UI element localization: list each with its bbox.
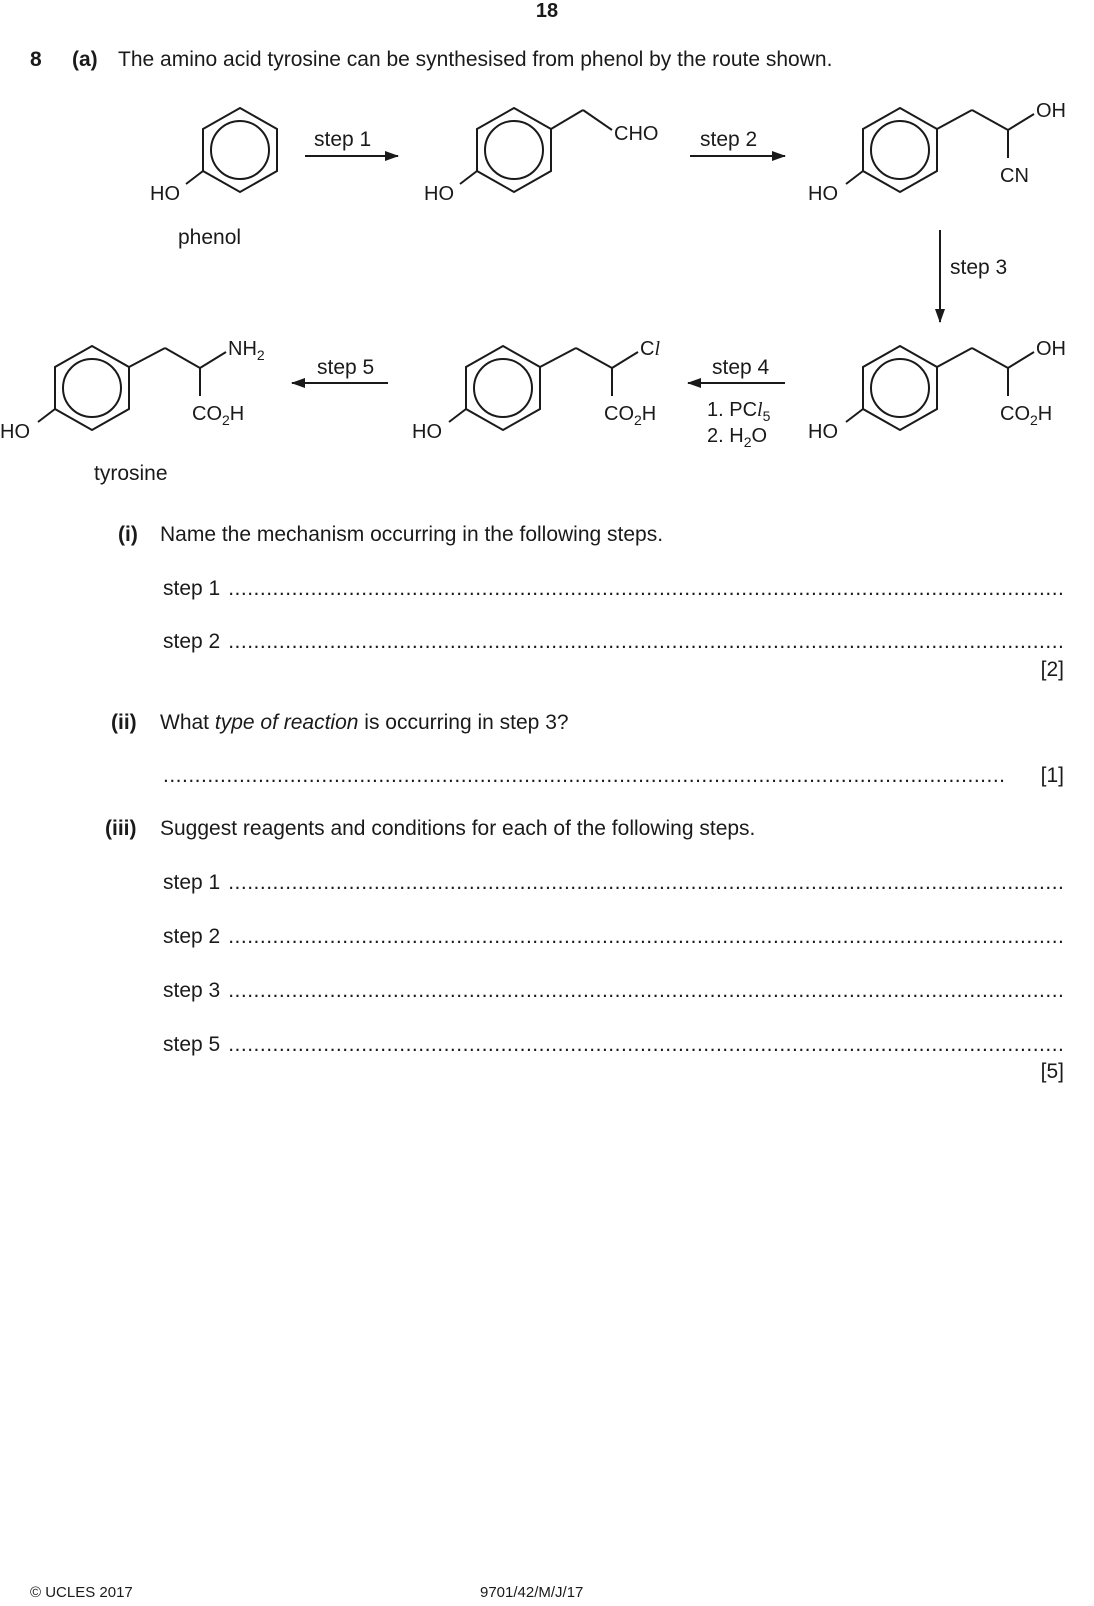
answer-line-ii[interactable] — [163, 764, 1005, 788]
answer-line-label: step 2 — [163, 925, 221, 948]
question-number: 8 — [30, 48, 42, 71]
marks-ii: [1] — [1040, 764, 1064, 787]
step4-reagent-1: 1. PCl$_5$ — [707, 399, 771, 424]
aldehyde-structure — [460, 108, 612, 192]
answer-line-iii-step3[interactable] — [163, 979, 1063, 1003]
footer-copyright: © UCLES 2017 — [30, 1584, 133, 1601]
phenol-ho-label: HO — [150, 183, 180, 205]
reaction-scheme — [0, 90, 1094, 500]
footer-code: 9701/42/M/J/17 — [480, 1584, 584, 1601]
tyrosine-co2h-label: $CO_2H$ — [192, 403, 245, 428]
step2-label: step 2 — [700, 128, 758, 151]
chloroacid-ho-label: HO — [412, 421, 442, 443]
marks-i: [2] — [1040, 658, 1064, 681]
step3-label: step 3 — [950, 256, 1008, 279]
tyrosine-ho-label: HO — [0, 421, 30, 443]
step4-reagent-2: 2. $H_2O$ — [707, 425, 768, 450]
part-iii-text: Suggest reagents and conditions for each of the following steps. — [160, 817, 756, 840]
part-ii-label: (ii) — [111, 711, 137, 734]
part-i-text: Name the mechanism occurring in the following steps. — [160, 523, 664, 546]
aldehyde-ho-label: HO — [424, 183, 454, 205]
phenol-name: phenol — [178, 226, 242, 249]
step1-label: step 1 — [314, 128, 372, 151]
answer-line-iii-step2[interactable] — [163, 925, 1063, 949]
nh2-label: $NH_2$ — [228, 338, 265, 363]
answer-line-label: step 3 — [163, 979, 221, 1002]
marks-iii: [5] — [1040, 1060, 1064, 1083]
question-intro: The amino acid tyrosine can be synthesised from phenol by the route shown. — [118, 48, 833, 71]
chloroacid-co2h-label: $CO_2H$ — [604, 403, 657, 428]
cn-label: CN — [1000, 165, 1029, 187]
cho-label: CHO — [614, 123, 659, 145]
cl-label: Cl — [640, 338, 661, 360]
step4-label: step 4 — [712, 356, 770, 379]
answer-line-label: step 5 — [163, 1033, 221, 1056]
hydroxyacid-co2h-label: $CO_2H$ — [1000, 403, 1053, 428]
cyanohydrin-ho-label: HO — [808, 183, 838, 205]
step5-label: step 5 — [317, 356, 375, 379]
hydroxyacid-ho-label: HO — [808, 421, 838, 443]
answer-line-i-step1[interactable] — [163, 577, 1063, 601]
part-iii-label: (iii) — [105, 817, 137, 840]
phenol-structure — [186, 108, 277, 192]
cyanohydrin-oh-label: OH — [1036, 100, 1066, 122]
answer-line-label: step 1 — [163, 871, 221, 894]
hydroxyacid-oh-label: OH — [1036, 338, 1066, 360]
answer-line-i-step2[interactable] — [163, 630, 1063, 654]
tyrosine-name: tyrosine — [94, 462, 168, 485]
part-i-label: (i) — [118, 523, 138, 546]
answer-line-iii-step1[interactable] — [163, 871, 1063, 895]
answer-line-iii-step5[interactable] — [163, 1033, 1063, 1057]
page-number: 18 — [535, 0, 559, 22]
answer-line-label: step 1 — [163, 577, 221, 600]
part-ii-text: What type of reaction is occurring in step 3? — [160, 711, 569, 734]
question-part: (a) — [72, 48, 98, 71]
answer-line-label: step 2 — [163, 630, 221, 653]
